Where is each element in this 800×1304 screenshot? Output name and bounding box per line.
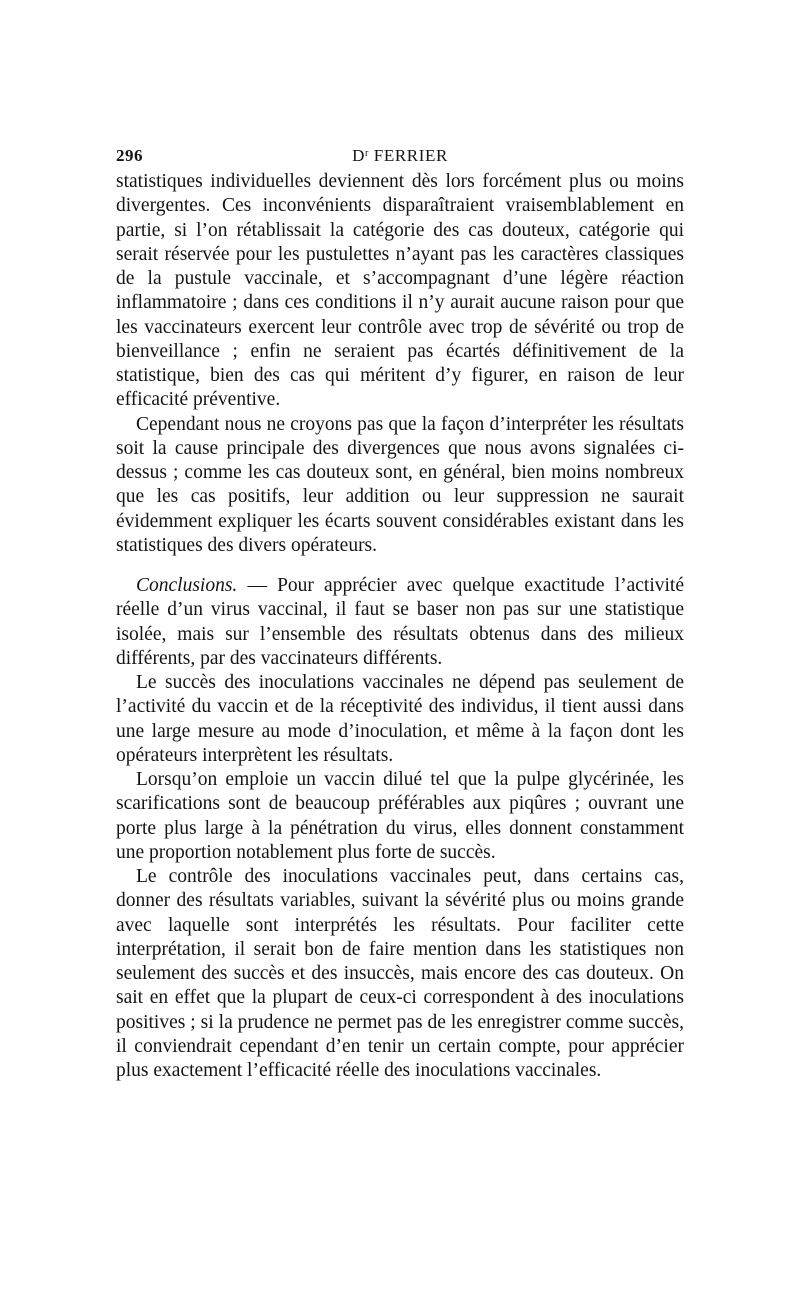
running-header (116, 140, 684, 170)
paragraph-cependant: Cependant nous ne croyons pas que la façon d’interpréter les résultats soit la cause principale des divergences que nous avons signalées ci-dessus ; comme les cas douteux sont, en général, bien moins nombreux que les cas positifs, leur addition ou leur suppression ne saurait évidemment expliquer les écarts souvent considérables existant dans les statistiques des divers opérateurs. (116, 413, 684, 556)
conclusions-text: — Pour apprécier avec quelque exactitude l’activité réelle d’un virus vaccinal, il faut se baser non pas sur une statistique isolée, mais sur l’ensemble des résultats obtenus dans des milieux différents, par des vaccinateurs différents. (116, 575, 684, 669)
conclusions-heading: Conclusions. (136, 575, 238, 596)
paragraph-controle: Le contrôle des inoculations vaccinales peut, dans certains cas, donner des résultats variables, suivant la sévérité plus ou moins grande avec laquelle sont interprétés les résultats. Pour faciliter cette interprétation, il serait bon de faire mention dans les statistiques non seulement des succès et des insuccès, mais encore des cas douteux. On sait en effet que la plupart de ceux-ci correspondent à des inoculations positives ; si la prudence ne permet pas de les enregistrer comme succès, il conviendrait cependant d’en tenir un certain compte, pour apprécier plus exactement l’efficacité réelle des inoculations vaccinales. (116, 866, 684, 1081)
page-number: 296 (116, 146, 143, 165)
paragraph-conclusions (116, 574, 684, 671)
section-gap (116, 558, 684, 574)
author-superscript: r (364, 148, 369, 159)
author-prefix: D (352, 146, 365, 165)
paragraph-succes: Le succès des inoculations vaccinales ne dépend pas seulement de l’activité du vaccin et de la réceptivité des individus, il tient aussi dans une large mesure au mode d’inoculation, et même à la façon dont les opérateurs interprètent les résultats. (116, 672, 684, 766)
paragraph-continued: statistiques individuelles deviennent dès lors forcément plus ou moins divergentes. Ces inconvénients disparaîtraient vraisemblablement en partie, si l’on rétablissait la catégorie des cas douteux, catégorie qui serait réservée pour les pustulettes n’ayant pas les caractères classiques de la pustule vaccinale, et s’accompagnant d’une légère réaction inflammatoire ; dans ces conditions il n’y aurait aucune raison pour que les vaccinateurs exercent leur contrôle avec trop de sévérité ou trop de bienveillance ; enfin ne seraient pas écartés définitivement de la statistique, bien des cas qui méritent d’y figurer, en raison de leur efficacité préventive. (116, 171, 684, 411)
author-name: FERRIER (373, 146, 448, 165)
paragraph-vaccin-dilue: Lorsqu’on emploie un vaccin dilué tel que la pulpe glycérinée, les scarifications sont de beaucoup préférables aux piqûres ; ouvrant une porte plus large à la pénétration du virus, elles donnent constamment une proportion notablement plus forte de succès. (116, 769, 684, 863)
running-title (116, 146, 684, 166)
book-page (116, 140, 684, 1083)
